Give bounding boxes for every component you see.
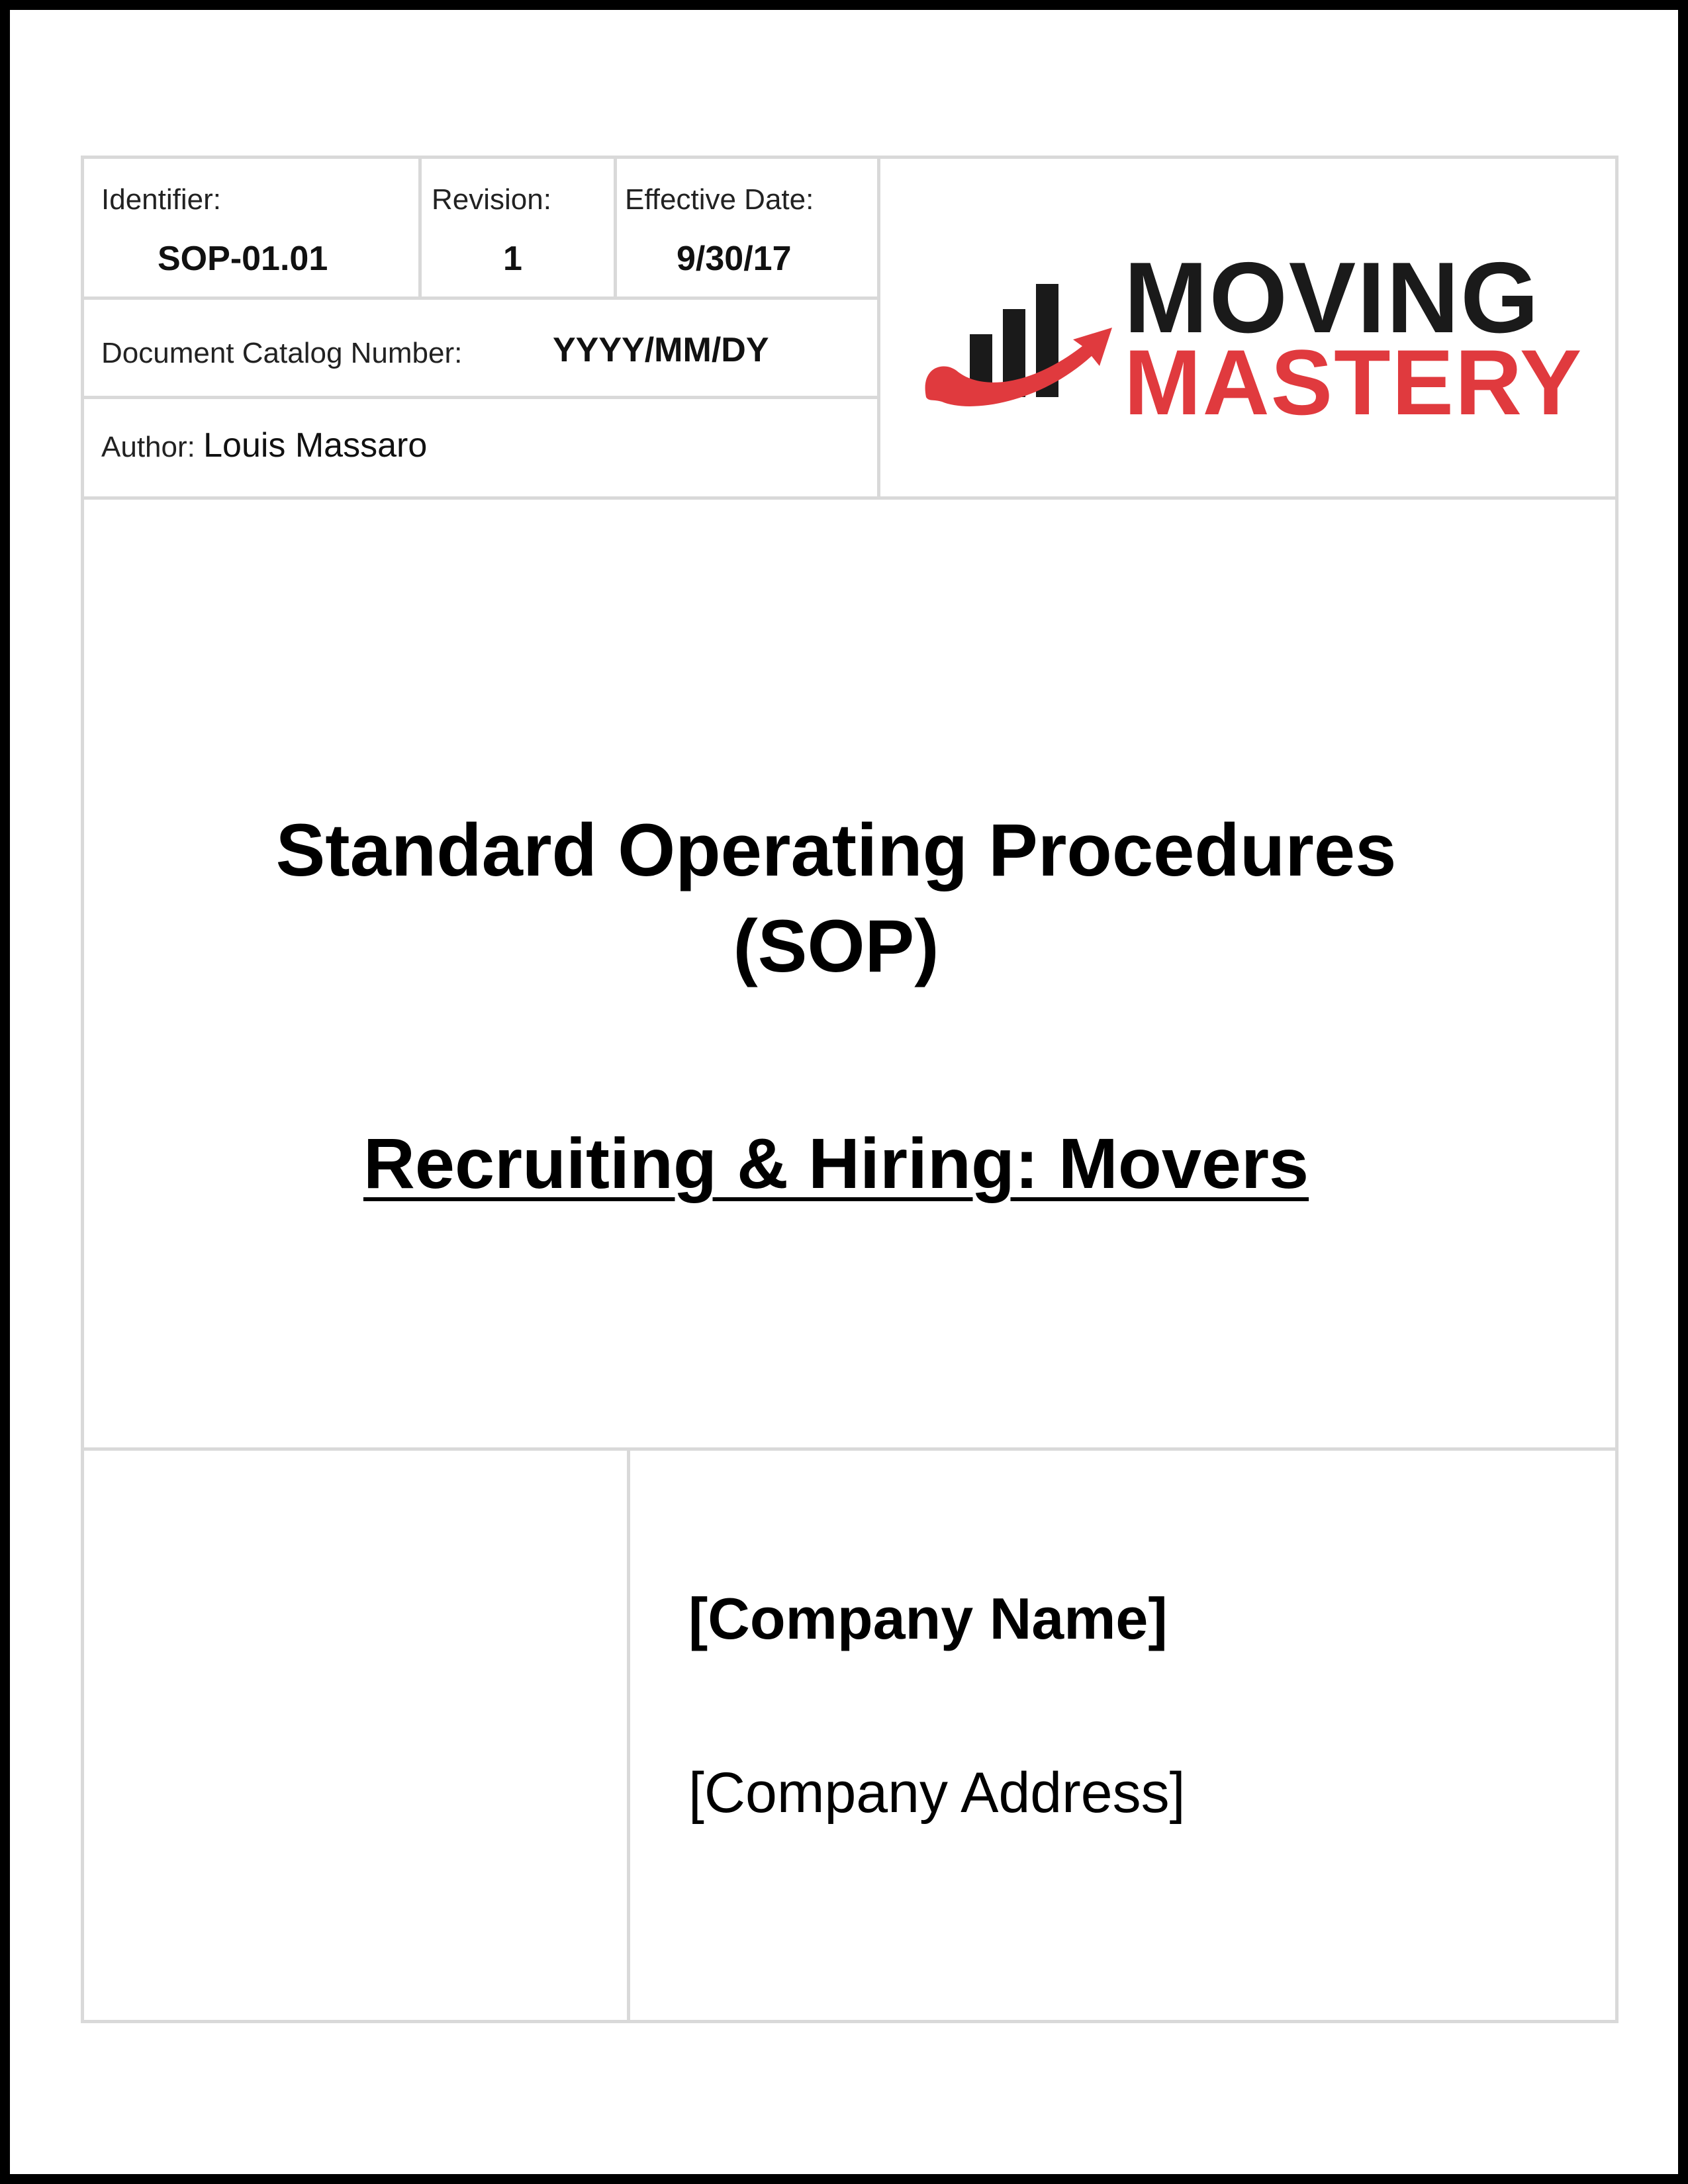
divider: [84, 296, 880, 300]
document-subtitle-text: Recruiting & Hiring: Movers: [363, 1123, 1309, 1203]
divider: [84, 496, 1615, 500]
company-name: [Company Name]: [688, 1586, 1168, 1651]
author-row: [101, 426, 427, 465]
divider: [418, 159, 422, 298]
revision-label: Revision:: [432, 183, 551, 216]
effective-date-value: 9/30/17: [677, 240, 792, 278]
rising-bar-chart-arrow-icon: [917, 261, 1115, 420]
logo-moving: MOVING: [1124, 242, 1540, 354]
divider: [84, 1447, 1615, 1451]
catalog-number-label: Document Catalog Number:: [101, 337, 463, 369]
identifier-label: Identifier:: [101, 183, 221, 216]
divider: [614, 159, 617, 298]
author-value: Louis Massaro: [203, 426, 428, 465]
identifier-value: SOP-01.01: [158, 240, 328, 278]
divider: [627, 1449, 630, 2020]
divider: [84, 396, 880, 399]
revision-value: 1: [503, 240, 522, 278]
company-address: [Company Address]: [688, 1761, 1186, 1825]
divider: [877, 159, 880, 498]
author-label: Author:: [101, 431, 195, 463]
document-subtitle: [2, 1122, 1670, 1205]
document-title-line1: Standard Operating Procedures: [275, 809, 1397, 891]
catalog-number-value: YYYY/MM/DY: [553, 331, 769, 369]
document-page: [10, 10, 1678, 2174]
logo-mastery: MASTERY: [1124, 330, 1583, 434]
effective-date-label: Effective Date:: [625, 183, 814, 216]
document-title-line2: (SOP): [733, 905, 939, 987]
